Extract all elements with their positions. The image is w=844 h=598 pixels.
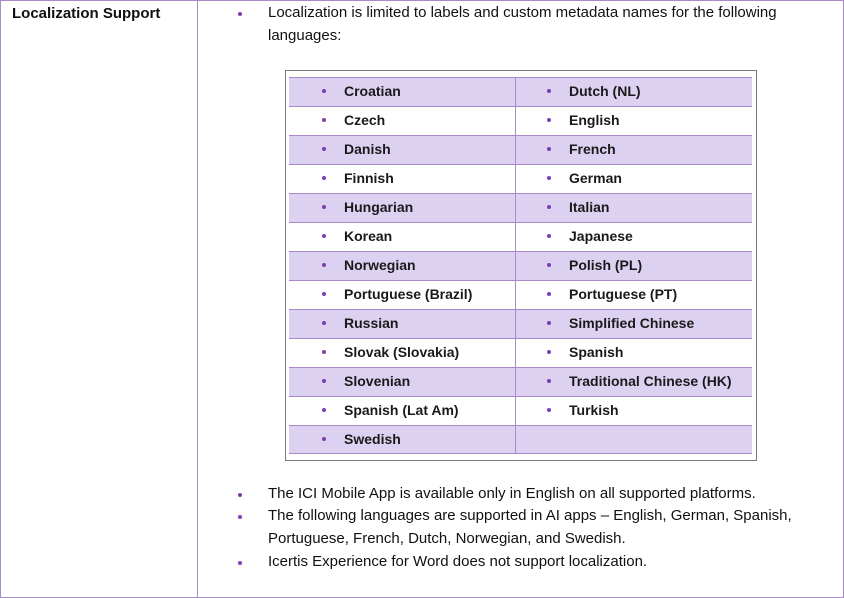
table-row [289, 396, 752, 425]
table-row [289, 106, 752, 135]
language-name: Croatian [344, 83, 401, 99]
bullet-icon [547, 379, 551, 383]
table-row [289, 251, 752, 280]
language-cell [289, 78, 516, 106]
table-row [289, 309, 752, 338]
language-name: Spanish [569, 344, 624, 360]
note-word-experience: Icertis Experience for Word does not support localization. [268, 553, 648, 570]
bullet-icon [322, 263, 326, 267]
bullet-icon [547, 321, 551, 325]
language-name: Polish (PL) [569, 257, 643, 273]
bullet-icon [547, 263, 551, 267]
bullet-icon [547, 147, 551, 151]
intro-bullet-text: Localization is limited to labels and custom metadata names for the following languages: [268, 4, 777, 44]
language-name: Spanish (Lat Am) [344, 402, 459, 418]
bullet-icon [322, 408, 326, 412]
language-cell [289, 136, 516, 164]
language-name: Finnish [344, 170, 394, 186]
language-cell [289, 223, 516, 251]
bullet-icon [238, 515, 242, 519]
table-row [289, 222, 752, 251]
note-mobile-app: The ICI Mobile App is available only in English on all supported platforms. [268, 485, 756, 502]
language-name: Swedish [344, 431, 401, 447]
language-name: Portuguese (PT) [569, 286, 678, 302]
bullet-icon [547, 234, 551, 238]
language-cell [515, 107, 752, 135]
bullet-icon [322, 118, 326, 122]
language-table [285, 70, 757, 461]
language-name: Russian [344, 315, 399, 331]
language-name: Norwegian [344, 257, 416, 273]
column-divider [197, 1, 198, 597]
bullet-icon [322, 176, 326, 180]
bullet-icon [322, 350, 326, 354]
bullet-icon [322, 89, 326, 93]
language-name: Czech [344, 112, 386, 128]
bullet-icon [322, 292, 326, 296]
note-ai-apps: The following languages are supported in AI apps – English, German, Spanish, Portuguese, French, Dutch, Norwegian, and Swedish. [268, 507, 792, 547]
table-row [289, 135, 752, 164]
table-row [289, 280, 752, 309]
bullet-icon [547, 292, 551, 296]
language-name: Slovak (Slovakia) [344, 344, 460, 360]
language-cell [289, 165, 516, 193]
language-cell [515, 281, 752, 309]
language-name: English [569, 112, 620, 128]
language-cell [515, 78, 752, 106]
bullet-icon [322, 234, 326, 238]
bullet-icon [322, 437, 326, 441]
language-name: French [569, 141, 616, 157]
table-row [289, 338, 752, 367]
language-cell [515, 223, 752, 251]
bullet-icon [547, 408, 551, 412]
language-cell [289, 368, 516, 396]
language-cell [289, 310, 516, 338]
bullet-icon [547, 176, 551, 180]
table-row [289, 164, 752, 193]
language-cell [289, 397, 516, 425]
language-name: Slovenian [344, 373, 411, 389]
language-cell [289, 339, 516, 367]
table-row [289, 367, 752, 396]
language-name: Dutch (NL) [569, 83, 641, 99]
bullet-icon [547, 118, 551, 122]
language-cell [515, 252, 752, 280]
language-name: Simplified Chinese [569, 315, 695, 331]
language-cell [515, 368, 752, 396]
bullet-icon [322, 147, 326, 151]
bullet-icon [238, 493, 242, 497]
bullet-icon [238, 561, 242, 565]
language-cell [515, 194, 752, 222]
language-name: Portuguese (Brazil) [344, 286, 473, 302]
language-cell [515, 310, 752, 338]
language-name: Japanese [569, 228, 633, 244]
language-name: Italian [569, 199, 610, 215]
bullet-icon [322, 379, 326, 383]
language-cell [515, 165, 752, 193]
bullet-icon [238, 12, 242, 16]
language-name: Korean [344, 228, 393, 244]
language-cell [289, 252, 516, 280]
language-cell [515, 339, 752, 367]
bullet-icon [547, 350, 551, 354]
language-name: Danish [344, 141, 391, 157]
bullet-icon [322, 321, 326, 325]
table-row [289, 193, 752, 222]
language-cell [289, 107, 516, 135]
language-cell [289, 281, 516, 309]
language-cell [515, 136, 752, 164]
language-name: Hungarian [344, 199, 414, 215]
bullet-icon [547, 205, 551, 209]
language-name: Turkish [569, 402, 619, 418]
language-name: Traditional Chinese (HK) [569, 373, 732, 389]
language-cell-empty [515, 426, 752, 454]
language-cell [289, 426, 516, 454]
bullet-icon [322, 205, 326, 209]
table-row [289, 425, 752, 454]
table-row [289, 77, 752, 106]
language-cell [515, 397, 752, 425]
language-name: German [569, 170, 622, 186]
language-cell [289, 194, 516, 222]
feature-label: Localization Support [12, 5, 161, 22]
bullet-icon [547, 89, 551, 93]
